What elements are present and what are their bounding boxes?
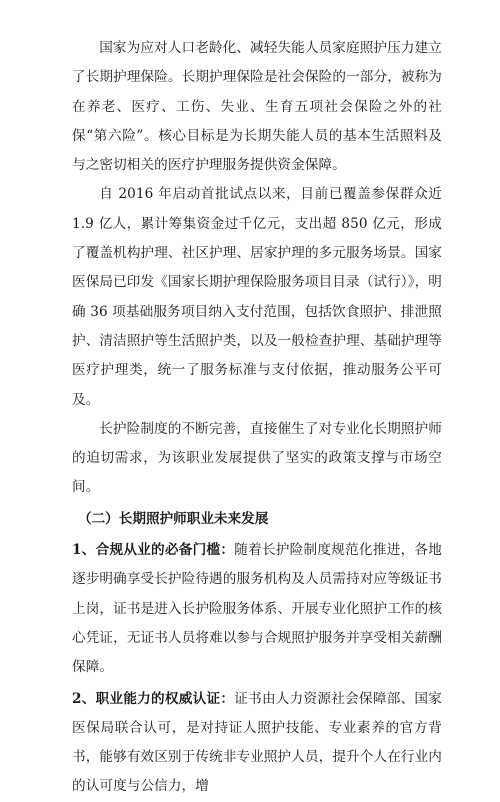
point-certification xyxy=(72,685,442,802)
point-compliance xyxy=(72,536,442,682)
section-heading: （二）长期照护师职业未来发展 xyxy=(78,510,269,527)
point-compliance-body: 随着长护险制度规范化推进，各地逐步明确享受长护险待遇的服务机构及人员需持对应等级证书上岗，证书是进入长护险服务体系、开展专业化照护工作的核心凭证，无证书人员将难以参与合规照护服务并享受相关薪酬保障。 xyxy=(72,542,442,676)
point-certification-lead: 2、职业能力的权威认证： xyxy=(72,690,235,707)
paragraph-ltci-intro: 国家为应对人口老龄化、减轻失能人员家庭照护压力建立了长期护理保险。长期护理保险是社会保险的一部分，被称为在养老、医疗、工伤、失业、生育五项社会保险之外的社保“第六险”。核心目标是为长期失能人员的基本生活照料及与之密切相关的医疗护理服务提供资金保障。 xyxy=(72,40,442,174)
paragraph-pilot-progress: 自 2016 年启动首批试点以来，目前已覆盖参保群众近 1.9 亿人，累计筹集资金过千亿元，支出超 850 亿元，形成了覆盖机构护理、社区护理、居家护理的多元服务场景。国家医保局已印发《国家长期护理保险服务项目目录（试行）》，明确 36 项基础服务项目纳入支付范围，包括饮食照护、排泄照护、清洁照护等生活照护类，以及一般检查护理、基础护理等医疗护理类，统一了服务标准与支付依据，推动服务公平可及。 xyxy=(72,186,442,408)
point-compliance-lead: 1、合规从业的必备门槛： xyxy=(72,542,235,559)
point-certification-body: 证书由人力资源社会保障部、国家医保局联合认可，是对持证人照护技能、专业素养的官方背书，能够有效区别于传统非专业照护人员，提升个人在行业内的认可度与公信力，增 xyxy=(72,690,442,795)
paragraph-demand: 长护险制度的不断完善，直接催生了对专业化长期照护师的迫切需求，为该职业发展提供了坚实的政策支撑与市场空间。 xyxy=(72,420,442,496)
